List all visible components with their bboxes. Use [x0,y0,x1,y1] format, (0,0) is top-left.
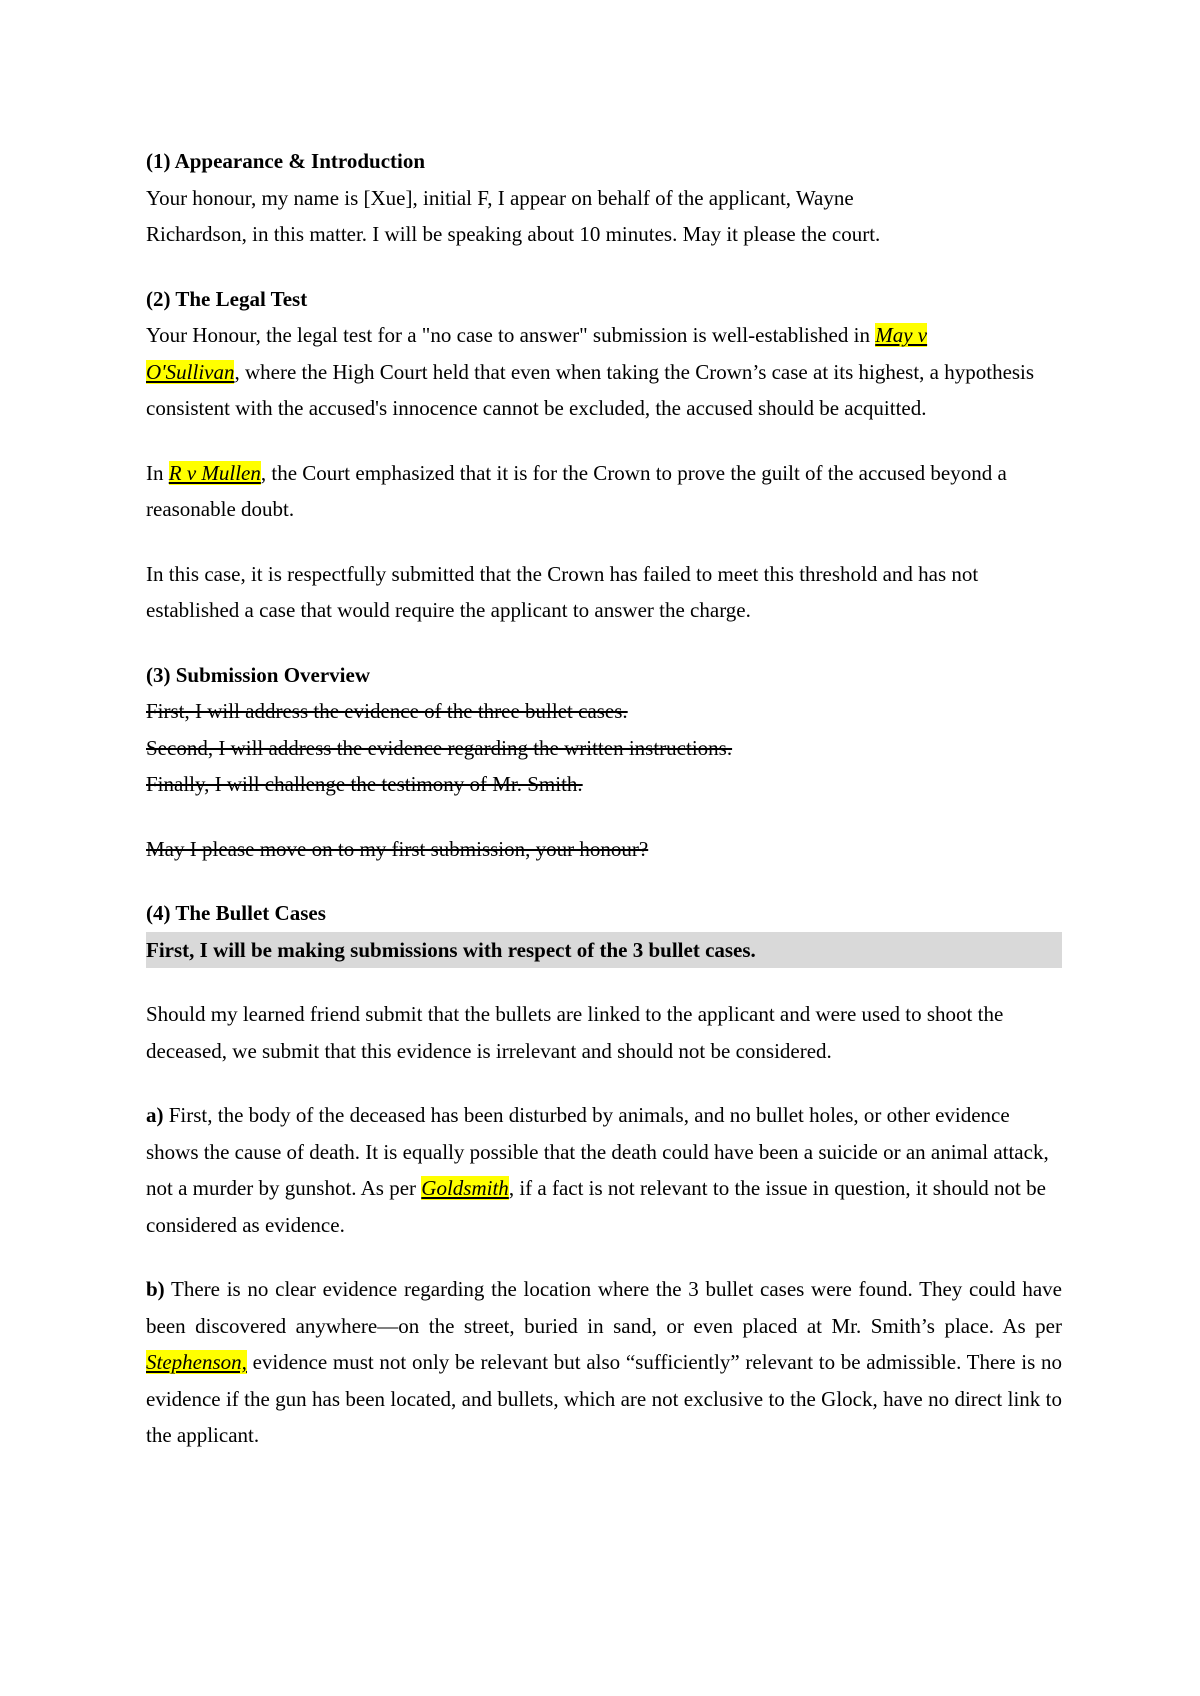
point-a-text-after: , if a fact is not relevant to the issue in question, it should not be considered as evidence. [146,1176,1046,1237]
section-2-heading: (2) The Legal Test [146,286,308,311]
shaded-submission-line: First, I will be making submissions with respect of the 3 bullet cases. [146,932,1062,969]
section-1-line-1: Your honour, my name is [Xue], initial F, I appear on behalf of the applicant, Wayne [146,185,854,210]
point-b-label: b) [146,1277,165,1301]
section-1-line-2: Richardson, in this matter. I will be speaking about 10 minutes. May it please the court. [146,222,881,246]
section-3-heading: (3) Submission Overview [146,662,371,687]
point-b-text-before: There is no clear evidence regarding the location where the 3 bullet cases were found. They could have been discovered anywhere—on the street, buried in sand, or even placed at Mr. Smith’s place. As per [146,1277,1062,1338]
mullen-text-before: In [146,460,169,485]
legal-test-text-before: Your Honour, the legal test for a "no case to answer" submission is well-established in [146,323,876,347]
document-page [146,143,1062,1454]
overview-closing: May I please move on to my first submission, your honour? [146,836,649,861]
overview-item-1: First, I will address the evidence of the three bullet cases. [146,699,628,723]
section-1-heading: (1) Appearance & Introduction [146,149,426,173]
case-citation-goldsmith: Goldsmith [421,1176,509,1200]
mullen-text-after: , the Court emphasized that it is for the Crown to prove the guilt of the accused beyond a reasonable doubt. [146,460,1007,521]
case-citation-may: May v [875,323,928,347]
overview-item-2: Second, I will address the evidence regarding the written instructions. [146,735,733,760]
case-citation-stephenson: Stephenson, [146,1350,247,1374]
legal-test-text-after: , where the High Court held that even when taking the Crown’s case at its highest, a hypothesis consistent with the accused's innocence cannot be excluded, the accused should be acquitted. [146,359,1035,420]
mullen-paragraph [146,455,1062,528]
section-4-heading: (4) The Bullet Cases [146,901,326,925]
point-b-text-after: evidence must not only be relevant but also “sufficiently” relevant to be admissible. There is no evidence if the gun has been located, and bullets, which are not exclusive to the Glock, have no direct link to the applicant. [146,1350,1062,1447]
legal-test-paragraph [146,317,1062,427]
point-a-label: a) [146,1103,164,1127]
point-b-paragraph [146,1271,1062,1454]
overview-item-3: Finally, I will challenge the testimony of Mr. Smith. [146,772,583,796]
case-citation-osullivan: O'Sullivan [146,359,235,384]
point-a-paragraph [146,1097,1062,1243]
case-citation-mullen: R v Mullen [168,460,261,485]
point-a-text-before: First, the body of the deceased has been disturbed by animals, and no bullet holes, or other evidence shows the cause of death. It is equally possible that the death could have been a suicide or an animal attack, not a murder by gunshot. As per [146,1103,1049,1200]
bullets-intro-paragraph: Should my learned friend submit that the bullets are linked to the applicant and were used to shoot the deceased, we submit that this evidence is irrelevant and should not be considered. [146,1002,1004,1063]
threshold-paragraph: In this case, it is respectfully submitted that the Crown has failed to meet this threshold and has not established a case that would require the applicant to answer the charge. [146,561,979,622]
